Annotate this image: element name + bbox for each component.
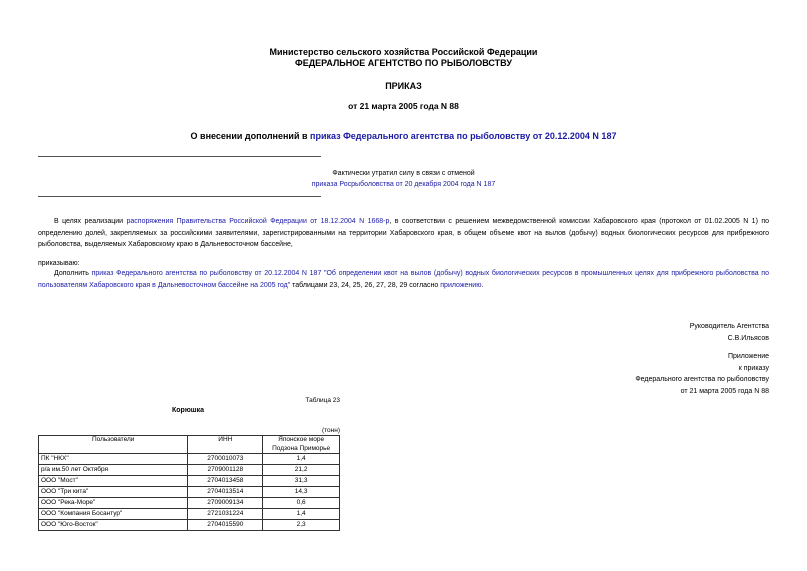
cell-quota: 0,6 bbox=[263, 498, 340, 509]
cell-inn: 2704013458 bbox=[188, 476, 263, 487]
cell-inn: 2721031224 bbox=[188, 509, 263, 520]
quota-table bbox=[38, 435, 340, 531]
cell-inn: 2704015590 bbox=[188, 520, 263, 531]
table-body bbox=[39, 454, 340, 531]
column-header-users: Пользователи bbox=[39, 436, 188, 454]
appendix-block bbox=[635, 351, 769, 397]
column-header-zone-text: Японское море Подзона Приморье bbox=[272, 436, 331, 452]
cell-quota: 21,2 bbox=[263, 465, 340, 476]
appendix-line-4: от 21 марта 2005 года N 88 bbox=[680, 387, 769, 395]
cell-inn: 2704013514 bbox=[188, 487, 263, 498]
signature-name: С.В.Ильясов bbox=[727, 334, 769, 342]
order-paragraph bbox=[38, 268, 769, 291]
cell-user: р/а им.50 лет Октября bbox=[39, 465, 188, 476]
signature-block bbox=[690, 321, 769, 344]
divider-top bbox=[38, 156, 321, 157]
cell-user: ООО "Компания Босантур" bbox=[39, 509, 188, 520]
column-header-inn: ИНН bbox=[188, 436, 263, 454]
amended-order-link[interactable]: приказ Федерального агентства по рыболовству от 20.12.2004 N 187 "Об определении квот на вылов (добычу) водных биологических ресурсов в промышленных целях для прибрежного рыболовства по пользователям Хабаровского края в Дальневосточном бассейне на 2005 год" bbox=[38, 270, 769, 289]
table-row bbox=[39, 520, 340, 531]
divider-bottom bbox=[38, 196, 321, 197]
cell-quota: 1,4 bbox=[263, 509, 340, 520]
order-text-tables: таблицами 23, 24, 25, 26, 27, 28, 29 согласно bbox=[290, 281, 441, 289]
repeal-order-link[interactable]: приказа Росрыболовства от 20 декабря 2004 года N 187 bbox=[311, 181, 496, 188]
agency-heading: ФЕДЕРАЛЬНОЕ АГЕНТСТВО ПО РЫБОЛОВСТВУ bbox=[295, 58, 512, 68]
table-row bbox=[39, 465, 340, 476]
subject-prefix: О внесении дополнений в bbox=[190, 131, 311, 141]
cell-inn: 2709001128 bbox=[188, 465, 263, 476]
status-note-line: Фактически утратил силу в связи с отменой bbox=[332, 170, 475, 177]
cell-inn: 2700010073 bbox=[188, 454, 263, 465]
subject-order-link[interactable]: приказ Федерального агентства по рыболовству от 20.12.2004 N 187 bbox=[310, 131, 617, 141]
signature-title: Руководитель Агентства bbox=[689, 323, 769, 330]
preamble-text: В целях реализации bbox=[54, 218, 127, 225]
column-header-zone bbox=[263, 436, 340, 454]
cell-user: ООО "Река-Море" bbox=[39, 498, 188, 509]
cell-quota: 14,3 bbox=[263, 487, 340, 498]
order-text: Дополнить bbox=[54, 270, 92, 277]
document-date-number: от 21 марта 2005 года N 88 bbox=[348, 101, 459, 111]
appendix-link[interactable]: приложению bbox=[440, 281, 482, 289]
cell-user: ООО "Мост" bbox=[39, 476, 188, 487]
appendix-line-1: Приложение bbox=[727, 353, 769, 360]
table-row bbox=[39, 509, 340, 520]
government-order-link[interactable]: распоряжения Правительства Российской Федерации от 18.12.2004 N 1668-р bbox=[126, 218, 390, 225]
preamble-text-rest: , в соответствии с решением межведомственной комиссии Хабаровского края (протокол от 01.02.2005 N 1) по определению долей, закрепляемых за российскими заявителями, зарегистрированными на территории Хабаровского края, в общем объеме квот на вылов (добычу) водных биологических ресурсов для прибрежного рыболовства, выделяемых Хабаровскому краю в Дальневосточном бассейне, bbox=[38, 218, 770, 248]
document-subject bbox=[0, 131, 807, 141]
cell-user: ПК "НКХ" bbox=[39, 454, 188, 465]
appendix-line-2: к приказу bbox=[738, 364, 769, 372]
cell-inn: 2709009134 bbox=[188, 498, 263, 509]
table-unit: (тонн) bbox=[321, 427, 340, 434]
cell-user: ООО "Три кита" bbox=[39, 487, 188, 498]
order-text-end: . bbox=[481, 281, 484, 289]
appendix-line-3: Федерального агентства по рыболовству bbox=[635, 376, 769, 383]
order-word: приказываю: bbox=[38, 260, 80, 267]
preamble-paragraph bbox=[38, 216, 769, 251]
ministry-heading: Министерство сельского хозяйства Российской Федерации bbox=[269, 47, 538, 57]
table-row bbox=[39, 498, 340, 509]
cell-quota: 31,3 bbox=[263, 476, 340, 487]
table-row bbox=[39, 454, 340, 465]
table-label: Таблица 23 bbox=[305, 397, 340, 404]
cell-quota: 1,4 bbox=[263, 454, 340, 465]
table-row bbox=[39, 476, 340, 487]
table-row bbox=[39, 487, 340, 498]
cell-quota: 2,3 bbox=[263, 520, 340, 531]
table-name: Корюшка bbox=[172, 407, 205, 414]
cell-user: ООО "Юго-Восток" bbox=[39, 520, 188, 531]
status-note-link-line bbox=[0, 181, 807, 188]
document-type: ПРИКАЗ bbox=[385, 81, 422, 91]
